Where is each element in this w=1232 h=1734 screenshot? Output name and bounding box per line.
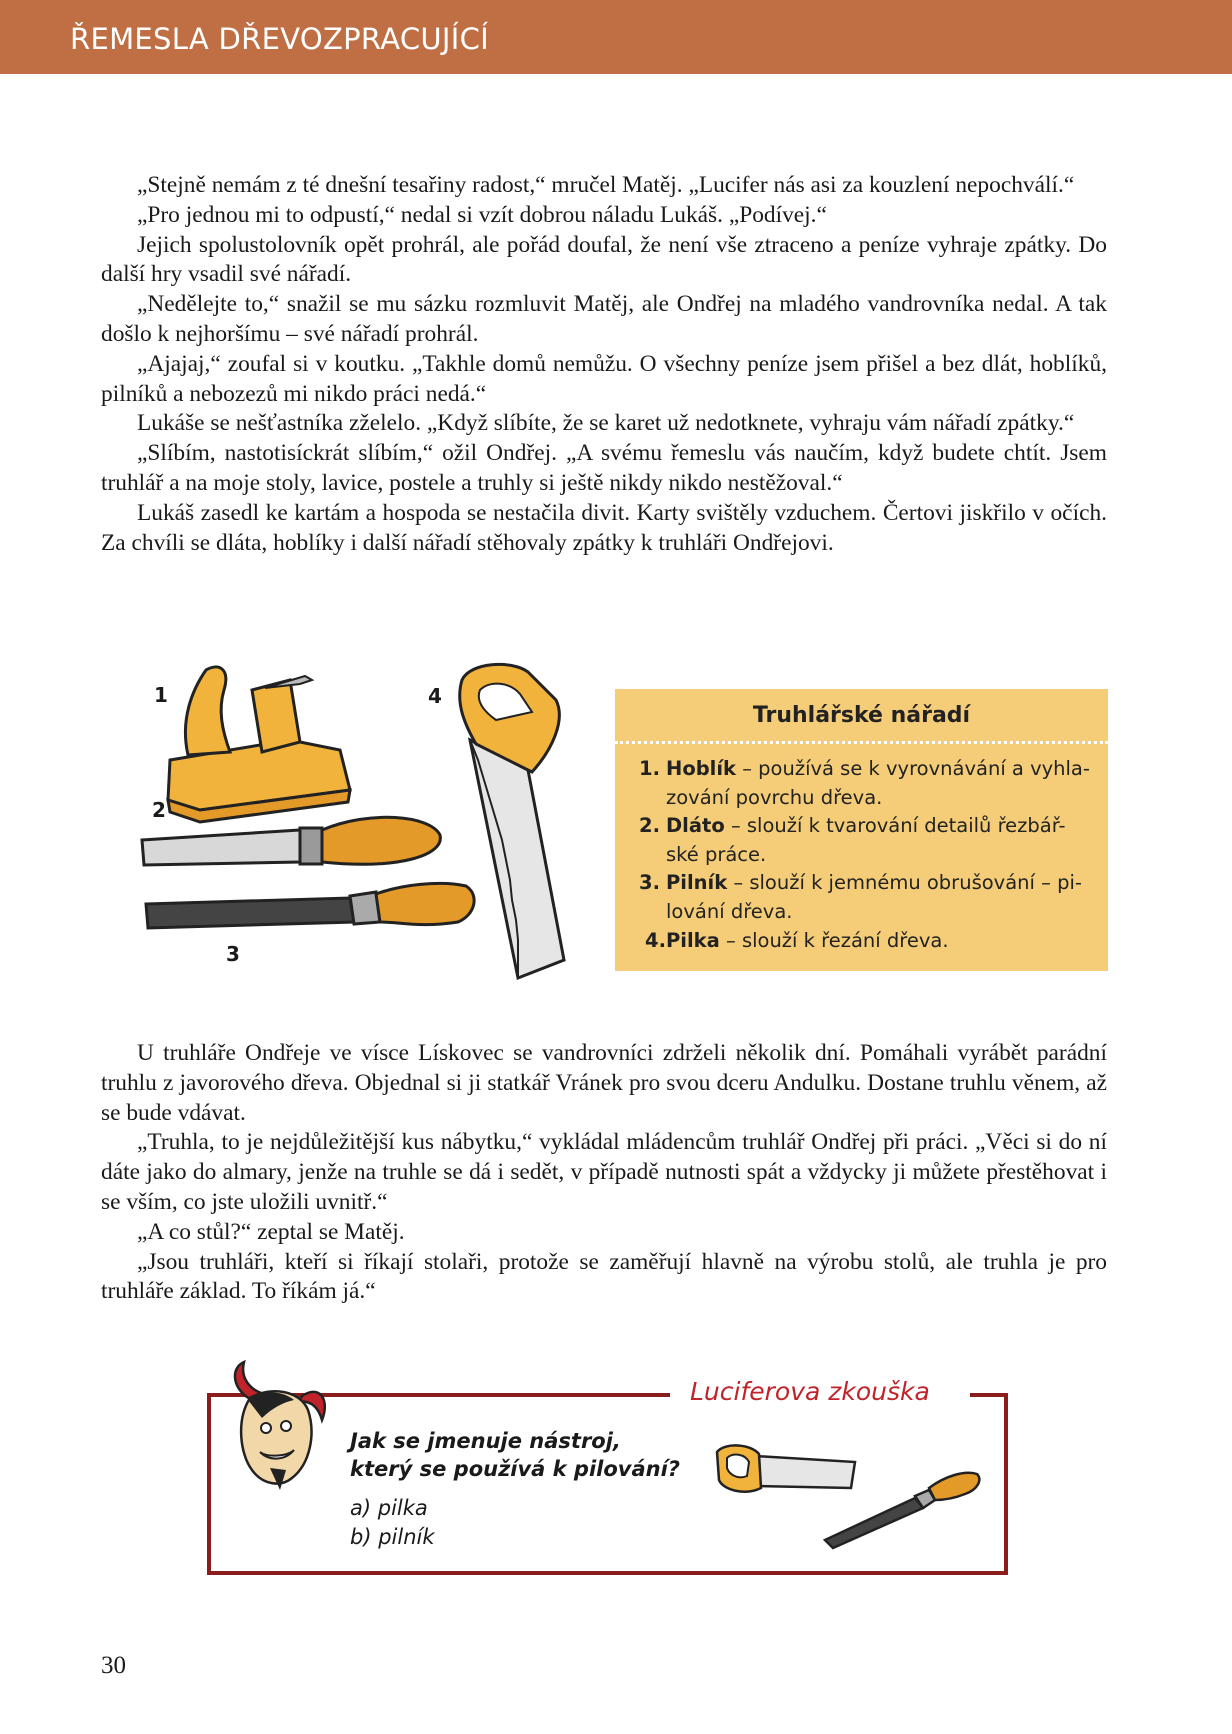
paragraph: „Slíbím, nastotisíckrát slíbím,“ ožil Ondřej. „A svému řemeslu vás naučím, když budete chtít. Jsem truhlář a na moje stoly, lavice, postele a truhly si ještě nikdy nikdo nestěžoval.“ xyxy=(101,440,1107,496)
paragraph: „Pro jednou mi to odpustí,“ nedal si vzít dobrou náladu Lukáš. „Podívej.“ xyxy=(137,201,827,228)
paragraph: Lukáš zasedl ke kartám a hospoda se nestačila divit. Karty svištěly vzduchem. Čertovi jiskřilo v očích. Za chvíli se dláta, hoblíky i další nářadí stěhovaly zpátky k truhláři Ondřejovi. xyxy=(101,499,1107,556)
info-box xyxy=(615,689,1108,971)
item-description-cont: zování povrchu dřeva. xyxy=(666,785,883,809)
quiz-question-line: který se používá k pilování? xyxy=(350,1457,680,1481)
quiz-option-a[interactable]: a) pilka xyxy=(350,1496,428,1520)
file-icon xyxy=(146,883,474,928)
plane-icon xyxy=(168,667,350,822)
list-item xyxy=(639,927,1094,956)
paragraph: „A co stůl?“ zeptal se Matěj. xyxy=(137,1218,405,1245)
tools-drawing xyxy=(140,660,580,990)
item-number: 2. xyxy=(639,814,660,838)
item-description: – slouží k jemnému obrušování – pi- xyxy=(727,871,1082,895)
carpentry-tools-illustration xyxy=(140,660,580,990)
saw-icon xyxy=(460,664,564,978)
chapter-title: ŘEMESLA DŘEVOZPRACUJÍCÍ xyxy=(70,22,490,56)
item-number: 4. xyxy=(645,928,666,952)
paragraph: Lukáše se nešťastníka zželelo. „Když slíbíte, že se karet už nedotknete, vyhraju vám nářadí zpátky.“ xyxy=(137,410,1075,437)
story-text-bottom xyxy=(101,1039,1107,1307)
item-term: Hoblík xyxy=(666,757,737,780)
saw-icon xyxy=(717,1445,855,1491)
list-item xyxy=(639,869,1094,926)
tool-label: 3 xyxy=(226,942,240,966)
list-item xyxy=(639,755,1094,812)
paragraph: „Jsou truhláři, kteří si říkají stolaři, protože se zaměřují hlavně na výrobu stolů, ale truhla je pro truhláře základ. To říkám já.“ xyxy=(101,1248,1107,1305)
item-term: Dláto xyxy=(666,814,725,838)
quiz-options xyxy=(350,1494,435,1552)
item-description-cont: lování dřeva. xyxy=(666,899,793,923)
quiz-title: Luciferova zkouška xyxy=(690,1377,930,1406)
quiz-question xyxy=(350,1427,710,1483)
divider xyxy=(615,741,1108,744)
devil-icon xyxy=(222,1360,340,1492)
tool-list xyxy=(639,755,1094,955)
chisel-icon xyxy=(142,817,440,865)
paragraph: Jejich spolustolovník opět prohrál, ale pořád doufal, že není vše ztraceno a peníze vyhraje zpátky. Do další hry vsadil své nářadí. xyxy=(101,231,1107,288)
quiz-question-line: Jak se jmenuje nástroj, xyxy=(350,1429,621,1453)
item-number: 1. xyxy=(639,757,660,780)
paragraph: „Nedělejte to,“ snažil se mu sázku rozmluvit Matěj, ale Ondřej na mladého vandrovníka nedal. A tak došlo k nejhoršímu – své nářadí prohrál. xyxy=(101,291,1107,347)
quiz-tools-illustration xyxy=(715,1440,985,1550)
info-box-title: Truhlářské nářadí xyxy=(752,703,971,728)
paragraph: U truhláře Ondřeje ve vísce Lískovec se vandrovníci zdrželi několik dní. Pomáhali vyrábět parádní truhlu z javorového dřeva. Objednal si ji statkář Vránek pro svou dceru Andulku. Dostane truhlu věnem, až se bude vdávat. xyxy=(101,1040,1107,1126)
item-description: – slouží k tvarování detailů řezbář- xyxy=(724,814,1066,838)
story-text-top xyxy=(101,171,1107,558)
paragraph: „Truhla, to je nejdůležitější kus nábytku,“ vykládal mládencům truhlář Ondřej při práci. „Věci si do ní dáte jako do almary, jenže na truhle se dá i sedět, v případě nutnosti spát a vždycky ji můžete přestěhovat i se vším, co jste uložili uvnitř.“ xyxy=(101,1129,1107,1215)
tool-label: 4 xyxy=(428,684,442,708)
item-description-cont: ské práce. xyxy=(666,842,767,866)
item-number: 3. xyxy=(639,871,660,895)
list-item xyxy=(639,812,1094,869)
paragraph: „Stejně nemám z té dnešní tesařiny radost,“ mručel Matěj. „Lucifer nás asi za kouzlení nepochválí.“ xyxy=(137,172,1075,198)
paragraph: „Ajajaj,“ zoufal si v koutku. „Takhle domů nemůžu. O všechny peníze jsem přišel a bez dlát, hoblíků, pilníků a nebozezů mi nikdo práci nedá.“ xyxy=(101,350,1107,407)
item-term: Pilník xyxy=(666,871,728,895)
tool-label: 1 xyxy=(154,683,168,707)
tool-label: 2 xyxy=(152,798,166,822)
header-bar xyxy=(0,0,1232,74)
quiz-option-b[interactable]: b) pilník xyxy=(350,1525,435,1549)
item-term: Pilka xyxy=(666,928,720,952)
item-description: – slouží k řezání dřeva. xyxy=(719,928,949,952)
item-description: – používá se k vyrovnávání a vyhla- xyxy=(736,757,1090,780)
page-number: 30 xyxy=(101,1652,126,1679)
